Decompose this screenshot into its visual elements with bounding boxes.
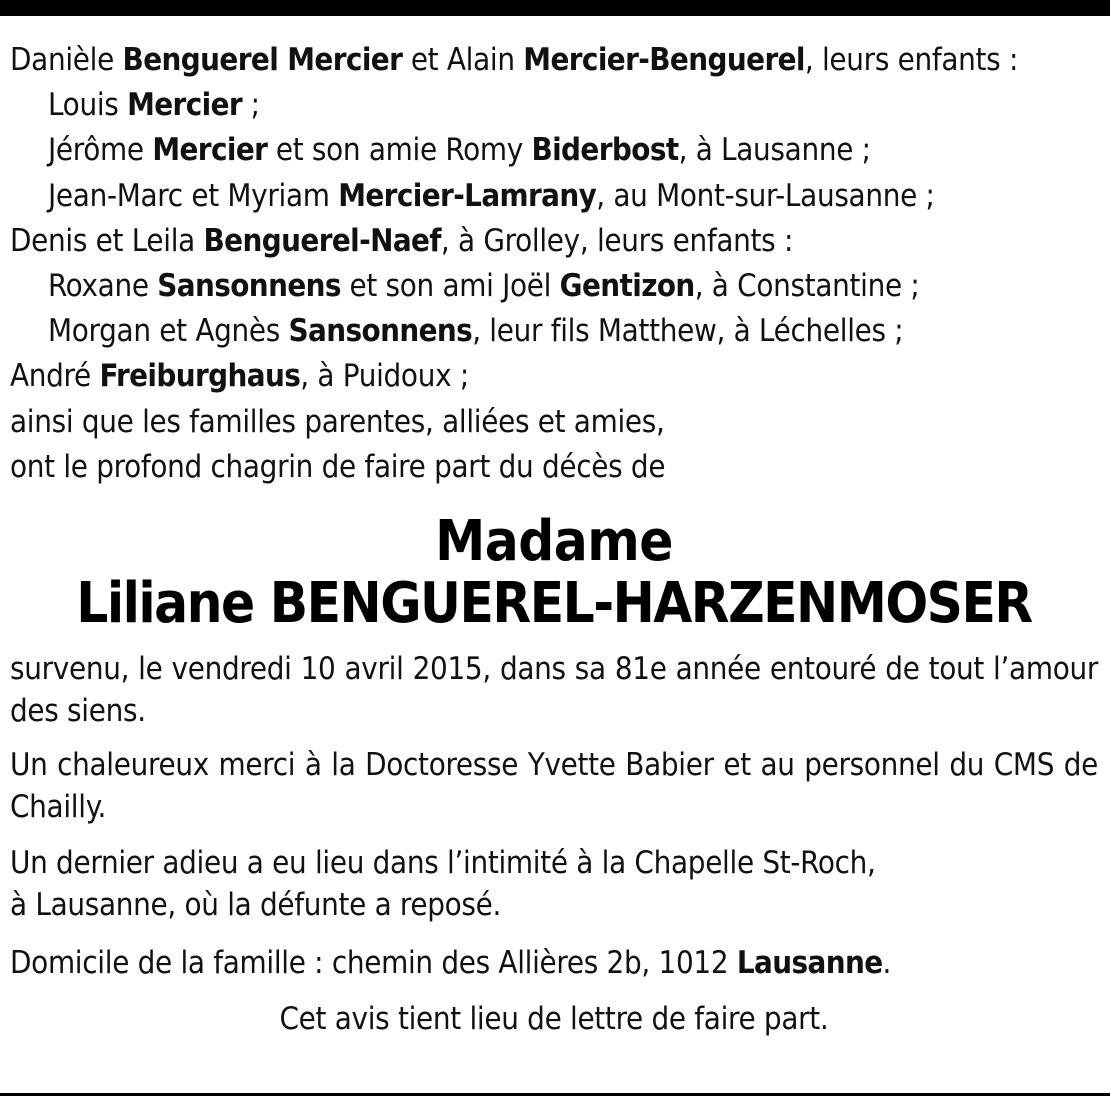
ceremony-line: Un dernier adieu a eu lieu dans l’intimité à la Chapelle St-Roch, <box>10 845 876 882</box>
obituary-notice <box>10 38 1098 1040</box>
domicile-paragraph <box>10 942 1098 984</box>
death-paragraph: survenu, le vendredi 10 avril 2015, dans sa 81e année entouré de tout l’amour des siens. <box>10 651 1098 730</box>
family-line <box>10 219 1098 264</box>
family-text: ; <box>242 87 260 124</box>
family-text: ainsi que les familles parentes, alliées et amies, <box>10 403 665 440</box>
family-surname: Biderbost <box>531 132 679 169</box>
closing-note: Cet avis tient lieu de lettre de faire part. <box>279 1001 829 1038</box>
family-text: ont le profond chagrin de faire part du décès de <box>10 448 666 485</box>
family-text: et Alain <box>402 42 524 78</box>
family-surname: Mercier-Lamrany <box>338 177 597 214</box>
family-line <box>10 264 1098 309</box>
family-text: Louis <box>48 87 128 124</box>
family-text: André <box>10 358 100 395</box>
family-text: Jérôme <box>48 132 153 169</box>
family-text: , leurs enfants : <box>804 42 1019 78</box>
family-list <box>10 38 1098 490</box>
family-text: et son amie Romy <box>267 132 532 169</box>
family-surname: Mercier-Benguerel <box>523 42 805 78</box>
family-line <box>10 174 1098 219</box>
family-surname: Mercier <box>152 132 268 169</box>
family-surname: Sansonnens <box>157 268 341 305</box>
family-surname: Gentizon <box>559 268 695 305</box>
family-text: , leur fils Matthew, à Léchelles ; <box>472 313 904 350</box>
top-rule <box>0 0 1110 16</box>
family-line <box>10 128 1098 173</box>
family-surname: Benguerel Mercier <box>122 42 403 78</box>
family-text: , à Lausanne ; <box>678 132 871 169</box>
deceased-block <box>10 509 1098 637</box>
family-line <box>10 354 1098 399</box>
family-text: , à Constantine ; <box>694 268 920 305</box>
thanks-paragraph: Un chaleureux merci à la Doctoresse Yvette Babier et au personnel du CMS de Chailly. <box>10 747 1098 826</box>
family-surname: Mercier <box>127 87 243 124</box>
domicile-address: Domicile de la famille : chemin des Allières 2b, 1012 <box>10 945 737 982</box>
family-line <box>10 445 1098 490</box>
family-text: , à Puidoux ; <box>300 358 469 395</box>
deceased-name: Liliane BENGUEREL-HARZENMOSER <box>76 571 1032 637</box>
family-text: Jean-Marc et Myriam <box>48 177 339 214</box>
ceremony-line: à Lausanne, où la défunte a reposé. <box>10 887 502 924</box>
domicile-city: Lausanne <box>736 945 883 982</box>
family-line <box>10 83 1098 128</box>
bottom-rule <box>0 1093 1110 1096</box>
family-surname: Freiburghaus <box>99 358 301 395</box>
domicile-punct: . <box>882 945 892 982</box>
family-line <box>10 309 1098 354</box>
family-text: Danièle <box>10 42 123 78</box>
deceased-title: Madame <box>435 509 673 575</box>
family-text: Morgan et Agnès <box>48 313 289 350</box>
family-line <box>10 400 1098 445</box>
family-text: , au Mont-sur-Lausanne ; <box>596 177 935 214</box>
ceremony-paragraph <box>10 842 1098 926</box>
family-line <box>10 38 1098 83</box>
family-text: Roxane <box>48 268 158 305</box>
family-surname: Benguerel-Naef <box>203 222 441 259</box>
family-text: , à Grolley, leurs enfants : <box>440 222 794 259</box>
family-text: Denis et Leila <box>10 222 204 259</box>
family-surname: Sansonnens <box>288 313 473 350</box>
family-text: et son ami Joël <box>340 268 560 305</box>
